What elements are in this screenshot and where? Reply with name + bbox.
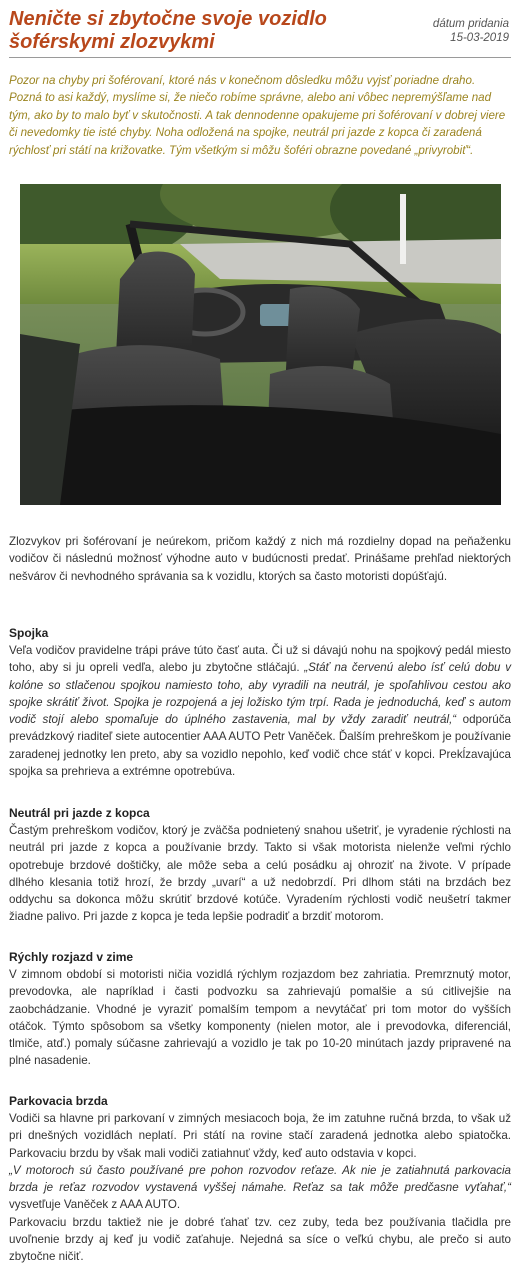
section-title-brzda: Parkovacia brzda bbox=[9, 1094, 108, 1108]
article-header bbox=[9, 8, 511, 58]
section-text-spojka bbox=[9, 642, 511, 780]
brzda-text-2: vysvetľuje Vaněček z AAA AUTO. bbox=[9, 1198, 181, 1212]
article-lead: Pozor na chyby pri šoférovaní, ktoré nás v konečnom dôsledku môžu vyjsť poriadne draho. Pozná to asi každý, myslíme si, že niečo robíme správne, alebo ani vôbec nepremýšľame nad tým, ako by to malo byť v skutočnosti. A tak dennodenne opakujeme pri šoférovaní v dobrej viere či nevedomky tie isté chyby. Noha odložená na spojke, neutrál pri jazde z kopca či zaradená rýchlosť pri státí na križovatke. Tým všetkým si môžu šoféri obrazne povedané „privyrobiť“. bbox=[9, 74, 506, 157]
date-value: 15-03-2019 bbox=[450, 32, 509, 44]
date-label: dátum pridania bbox=[432, 18, 509, 30]
section-title-spojka: Spojka bbox=[9, 626, 49, 640]
car-interior-illustration bbox=[20, 184, 501, 505]
section-text-neutral: Častým prehreškom vodičov, ktorý je zväčša podnietený snahou ušetriť, je vyradenie rýchlosti na neutrál pri jazde z kopca a používanie brzdy. Takto si však motorista nielenže veľmi rýchlo opotrebuje brzdové doštičky, ale môže seba a celú posádku aj ohroziť na živote. V prípade dlhého klesania totiž hrozí, že brzdy „uvarí“ a už nedobrzdí. Pri dlhom státi na brzdách bez oddychu sa dokonca môžu skrútiť brzdové kotúče. Vyradením rýchlosti vodič neušetrí takmer žiadne palivo. Pri jazde z kopca je teda lepšie podradiť a brzdiť motorom. bbox=[9, 824, 511, 924]
section-title-neutral: Neutrál pri jazde z kopca bbox=[9, 806, 150, 820]
article-intro: Zlozvykov pri šoférovaní je neúrekom, pričom každý z nich má rozdielny dopad na peňaženku vodičov či následnú možnosť výhodne auto v budúcnosti predať. Prinášame prehľad niektorých nešvárov či nevhodného správania sa k vozidlu, ktorých sa často motoristi dopúšťajú. bbox=[9, 535, 511, 583]
section-text-rozjazd: V zimnom období si motoristi ničia vozidlá rýchlym rozjazdom bez zahriatia. Premrznutý motor, prevodovka, ale napríklad i časti podvozku sa zahrievajú pomalšie a sú citlivejšie na zaobchádzanie. Vhodné je vyraziť pomalším tempom a nevytáčať pri tom motor do vyšších otáčok. Týmto spôsobom sa všetky komponenty (nielen motor, ale i prevodovka, diferenciál, tlmiče, atď.) pomaly súčasne zahrievajú a vozidlo je tak po 10-20 minútach jazdy pripravené na plné nasadenie. bbox=[9, 968, 511, 1068]
date-box bbox=[433, 17, 509, 45]
spojka-text-1: Veľa vodičov pravidelne trápi práve túto časť auta. Či už si dávajú nohu na spojkový pedál miesto toho, aby si ju opreli vedľa, alebo ju zbytočne stláčajú. bbox=[9, 644, 511, 675]
spojka-quote: „Stáť na červenú alebo ísť celú dobu v kolóne so stlačenou spojkou namiesto toho, aby vyradili na neutrál, je spoľahlivou cestou ako spojke skrátiť život. Spojka je rozpojená a jej ložisko tým trpí. Rada je jednoduchá, keď s autom vodič stojí alebo spomaľuje do úplného zastavenia, mal by vždy zaradiť neutrál,“ bbox=[9, 661, 511, 727]
brzda-quote: „V motoroch sú často používané pre pohon rozvodov reťaze. Ak nie je zatiahnutá parkovacia brzda je reťaz rozvodov vystavená vyššej námahe. Reťaz sa tak môže predčasne vyťahať,“ bbox=[9, 1163, 511, 1195]
hero-image bbox=[20, 184, 501, 505]
article-title: Neničte si zbytočne svoje vozidlo šoférskymi zlozvykmi bbox=[9, 8, 327, 53]
section-text-brzda bbox=[9, 1110, 511, 1266]
spojka-text-2: odporúča prevádzkový riaditeľ siete autocentier AAA AUTO Petr Vaněček. Ďalším prehreškom je používanie zaradenej jednotky len preto, aby sa vozidlo nepohlo, keď vodič chce stáť v kopci. Prekĺzavajúca spojka sa prehrieva a extrémne opotrebúva. bbox=[9, 713, 511, 779]
section-title-rozjazd: Rýchly rozjazd v zime bbox=[9, 950, 134, 964]
brzda-text-3: Parkovaciu brzdu taktiež nie je dobré ťahať tzv. cez zuby, teda bez používania tlačidla pre uvoľnenie brzdy aj keď ju vodič zaťahuje. Nejedná sa síce o veľkú chybu, ale prečo si auto zbytočne ničiť. bbox=[9, 1215, 511, 1264]
brzda-text-1: Vodiči sa hlavne pri parkovaní v zimných mesiacoch boja, že im zatuhne ručná brzda, to však už pri dnešných vozidlách neplatí. Pri státí na rovine stačí zaradená jednotka alebo spiatočka. Parkovaciu brzdu by však mali vodiči zatiahnuť vždy, keď auto odstavia v kopci. bbox=[9, 1112, 511, 1160]
